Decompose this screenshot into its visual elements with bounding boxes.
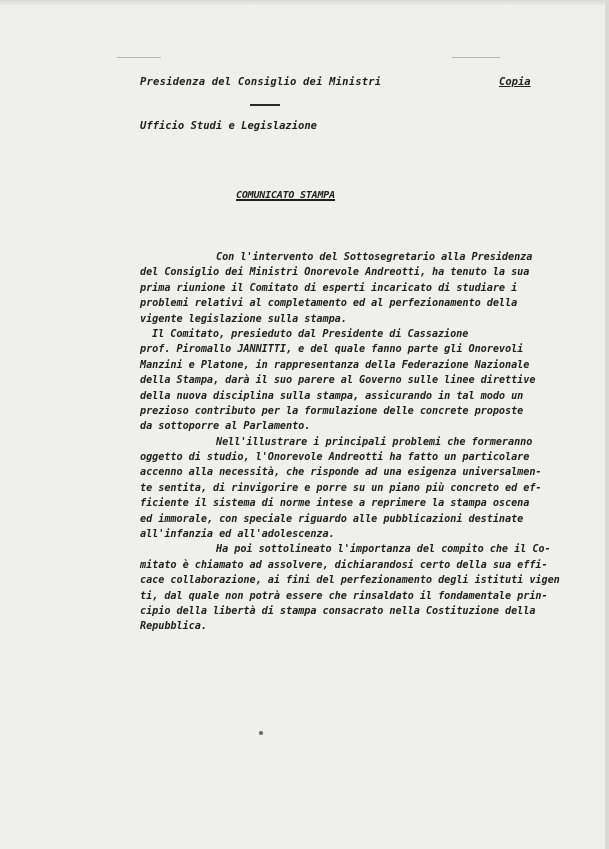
body-line: ed immorale, con speciale riguardo alle pubblicazioni destinate [140, 513, 524, 525]
ink-spot [259, 731, 263, 735]
institution-heading: Presidenza del Consiglio dei Ministri [140, 76, 382, 88]
body-line: Il Comitato, presieduto dal Presidente di Cassazione [152, 328, 469, 340]
body-line: Ha poi sottolineato l'importanza del compito che il Co- [216, 544, 551, 556]
body-line: del Consiglio dei Ministri Onorevole Andreotti, ha tenuto la sua [140, 267, 530, 279]
body-line: ti, dal quale non potrà essere che rinsaldato il fondamentale prin- [140, 590, 548, 602]
body-line: cace collaborazione, ai fini del perfezionamento degli istituti vigen [140, 575, 560, 587]
body-line: te sentita, di rinvigorire e porre su un piano più concreto ed ef- [140, 482, 542, 494]
body-line: cipio della libertà di stampa consacrato nella Costituzione della [140, 605, 536, 617]
copy-mark: Copia [499, 76, 531, 88]
body-line: prof. Piromallo JANNITTI, e del quale fanno parte gli Onorevoli [140, 344, 524, 356]
body-line: prima riunione il Comitato di esperti incaricato di studiare i [140, 282, 518, 294]
body-line: Manzini e Platone, in rappresentanza della Federazione Nazionale [140, 359, 530, 371]
body-line: oggetto di studio, l'Onorevole Andreotti ha fatto un particolare [140, 452, 530, 464]
document-title: COMUNICATO STAMPA [236, 190, 335, 201]
scan-edge-top [0, 0, 609, 6]
office-heading: Ufficio Studi e Legislazione [140, 120, 318, 132]
body-line: della Stampa, darà il suo parere al Governo sulle linee direttive [140, 375, 536, 387]
body-line: vigente legislazione sulla stampa. [140, 313, 347, 325]
scan-edge-right [605, 0, 609, 849]
fold-mark-left [117, 57, 161, 58]
fold-mark-right [452, 57, 500, 58]
body-line: da sottoporre al Parlamento. [140, 421, 311, 433]
body-line: Nell'illustrare i principali problemi che formeranno [216, 436, 533, 448]
body-line: mitato è chiamato ad assolvere, dichiarandosi certo della sua effi- [140, 559, 548, 571]
body-line: all'infanzia ed all'adolescenza. [140, 529, 335, 541]
body-line: della nuova disciplina sulla stampa, assicurando in tal modo un [140, 390, 524, 402]
body-line: Con l'intervento del Sottosegretario alla Presidenza [216, 252, 533, 263]
body-line: problemi relativi al completamento ed al perfezionamento della [140, 298, 518, 310]
body-line: prezioso contributo per la formulazione delle concrete proposte [140, 405, 524, 417]
press-release-body [140, 250, 580, 635]
body-line: accenno alla necessità, che risponde ad una esigenza universalmen- [140, 467, 542, 479]
heading-divider [250, 104, 280, 106]
body-line: ficiente il sistema di norme intese a reprimere la stampa oscena [140, 498, 530, 510]
body-line: Repubblica. [140, 621, 207, 633]
